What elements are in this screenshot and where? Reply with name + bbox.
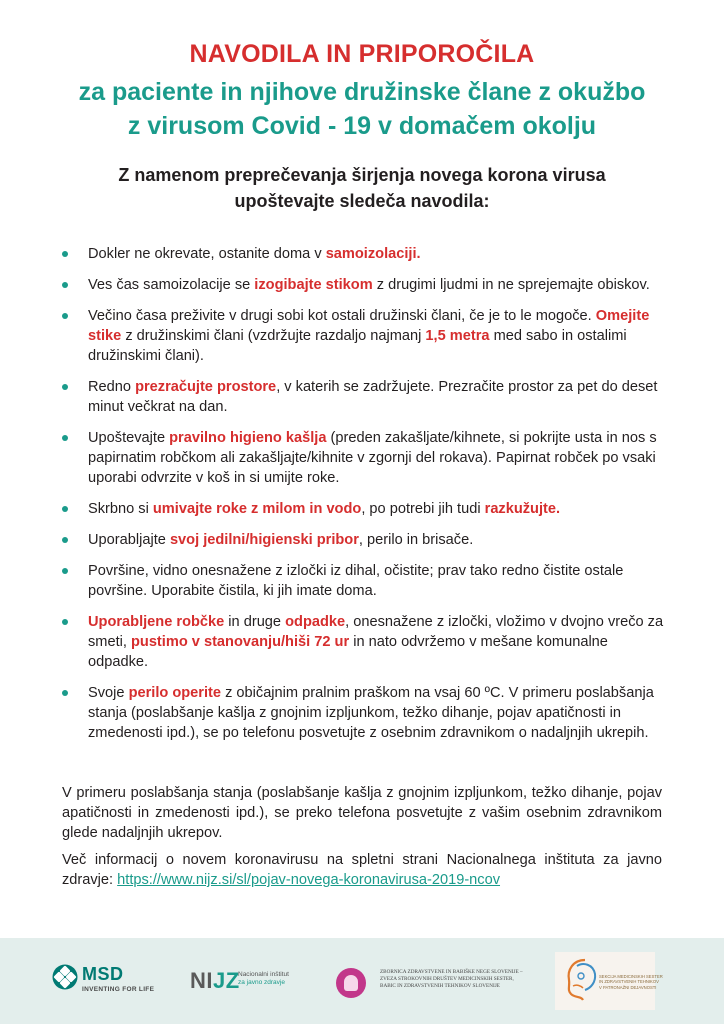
msd-tagline: INVENTING FOR LIFE — [82, 986, 155, 993]
body-text: Upoštevajte — [88, 430, 170, 446]
highlighted-text: odpadke — [285, 614, 346, 630]
highlighted-text: prezračujte prostore — [135, 379, 277, 395]
list-item — [62, 530, 667, 550]
body-text: z družinskimi člani (vzdržujte razdaljo najmanj — [121, 328, 426, 344]
nijz-logo — [190, 968, 300, 998]
body-text: Uporabljajte — [88, 532, 170, 548]
list-item — [62, 428, 667, 488]
highlighted-text: 1,5 metra — [425, 328, 490, 344]
list-item — [62, 561, 667, 601]
list-item — [62, 244, 667, 264]
highlighted-text: Uporabljene robčke — [88, 614, 225, 630]
body-text: Redno — [88, 379, 136, 395]
zbornica-emblem-icon — [336, 968, 366, 998]
page-title-line3: z virusom Covid - 19 v domačem okolju — [127, 112, 597, 140]
paragraph-worsening: V primeru poslabšanja stanja (poslabšanje kašlja z gnojnim izpljunkom, težko dihanje, pojav apatičnosti in zmedenosti ipd.), se preko telefona posvetujte z vašim osebnim zdravnikom glede nadaljnjih ukrepov. — [62, 785, 662, 841]
sekcija-text: SEKCIJA MEDICINSKIH SESTER IN ZDRAVSTVENIH TEHNIKOV V PATRONAŽNI DEJAVNOSTI — [599, 974, 663, 990]
bullet-dot-icon — [62, 313, 68, 319]
zbornica-text: ZBORNICA ZDRAVSTVENE IN BABIŠKE NEGE SLOVENIJE – ZVEZA STROKOVNIH DRUŠTEV MEDICINSKIH SESTER, BABIC IN ZDRAVSTVENIH TEHNIKOV SLOVENIJE — [380, 969, 523, 989]
sekcija-logo — [555, 952, 663, 1010]
msd-mark-icon — [52, 964, 78, 990]
highlighted-text: pravilno higieno kašlja — [169, 430, 327, 446]
body-text: z običajnim pralnim praškom na vsaj 60 ºC. V primeru poslabšanja stanja (poslabšanje kašlja z gnojnim izpljunkom, težko dihanje, pojav apatičnosti in zmedenosti ipd.), se po telefonu posvetujte z osebnim zdravnikom o nadaljnjih ukrepih. — [88, 685, 654, 741]
body-text: Večino časa preživite v drugi sobi kot ostali družinski člani, če je to le mogoče. — [88, 308, 596, 324]
list-item — [62, 683, 667, 743]
bullet-dot-icon — [62, 619, 68, 625]
highlighted-text: pustimo v stanovanju/hiši 72 ur — [130, 634, 350, 650]
highlighted-text: razkužujte. — [484, 501, 561, 517]
body-text: in nato odvržemo v mešane komunalne odpadke. — [88, 634, 608, 670]
body-text: Ves čas samoizolacije se — [88, 277, 255, 293]
body-text: , po potrebi jih tudi — [361, 501, 485, 517]
body-text: z drugimi ljudmi in ne sprejemajte obiskov. — [372, 277, 650, 293]
body-text: Dokler ne okrevate, ostanite doma v — [88, 246, 326, 262]
highlighted-text: Omejite stike — [88, 308, 650, 344]
paragraph-more-info — [62, 850, 662, 890]
nijz-name: NIJZ — [190, 968, 240, 993]
more-info-text: Več informacij o novem koronavirusu na spletni strani Nacionalnega inštituta za javno zdravje: — [62, 852, 662, 888]
bullet-dot-icon — [62, 568, 68, 574]
msd-logo — [52, 962, 155, 998]
instructions-list — [62, 244, 667, 754]
msd-name: MSD — [82, 964, 124, 984]
list-item — [62, 612, 667, 672]
bullet-dot-icon — [62, 690, 68, 696]
highlighted-text: samoizolaciji. — [325, 246, 421, 262]
body-text: Skrbno si — [88, 501, 153, 517]
body-text: , v katerih se zadržujete. Prezračite prostor za pet do deset minut večkrat na dan. — [88, 379, 658, 415]
bullet-dot-icon — [62, 282, 68, 288]
nijz-subtitle: Nacionalni inštitut za javno zdravje — [238, 971, 289, 986]
intro-heading-line1: Z namenom preprečevanja širjenja novega korona virusa — [118, 165, 606, 185]
list-item — [62, 377, 667, 417]
highlighted-text: izogibajte stikom — [254, 277, 373, 293]
nijz-link[interactable]: https://www.nijz.si/sl/pojav-novega-koronavirusa-2019-ncov — [117, 872, 501, 888]
list-item — [62, 275, 667, 295]
zbornica-logo — [336, 965, 551, 1005]
highlighted-text: perilo operite — [128, 685, 222, 701]
highlighted-text: svoj jedilni/higienski pribor — [169, 532, 359, 548]
bullet-dot-icon — [62, 251, 68, 257]
page-title-line2: za paciente in njihove družinske člane z okužbo — [78, 78, 646, 106]
intro-heading-line2: upoštevajte sledeča navodila: — [234, 191, 490, 211]
bullet-dot-icon — [62, 384, 68, 390]
body-text: Svoje — [88, 685, 129, 701]
list-item — [62, 306, 667, 366]
body-text: , perilo in brisače. — [358, 532, 474, 548]
bullet-dot-icon — [62, 537, 68, 543]
sekcija-face-icon — [563, 956, 601, 1004]
page-title: NAVODILA IN PRIPOROČILA — [189, 40, 535, 68]
highlighted-text: umivajte roke z milom in vodo — [152, 501, 362, 517]
body-text: , onesnažene z izločki, vložimo v dvojno vrečo za smeti, — [88, 614, 664, 650]
bullet-dot-icon — [62, 506, 68, 512]
bullet-dot-icon — [62, 435, 68, 441]
body-text: in druge — [224, 614, 286, 630]
body-text: med sabo in ostalimi družinskimi člani). — [88, 328, 627, 364]
list-item — [62, 499, 667, 519]
body-text: Površine, vidno onesnažene z izločki iz dihal, očistite; prav tako redno čistite ostale površine. Uporabite čistila, ki jih imate doma. — [88, 563, 624, 599]
body-text: (preden zakašljate/kihnete, si pokrijte usta in nos s papirnatim robčkom ali zakašljajte/kihnite v zgornji del rokava). Papirnat robček po vsaki uporabi odvrzite v koš in si umijte roke. — [88, 430, 657, 486]
